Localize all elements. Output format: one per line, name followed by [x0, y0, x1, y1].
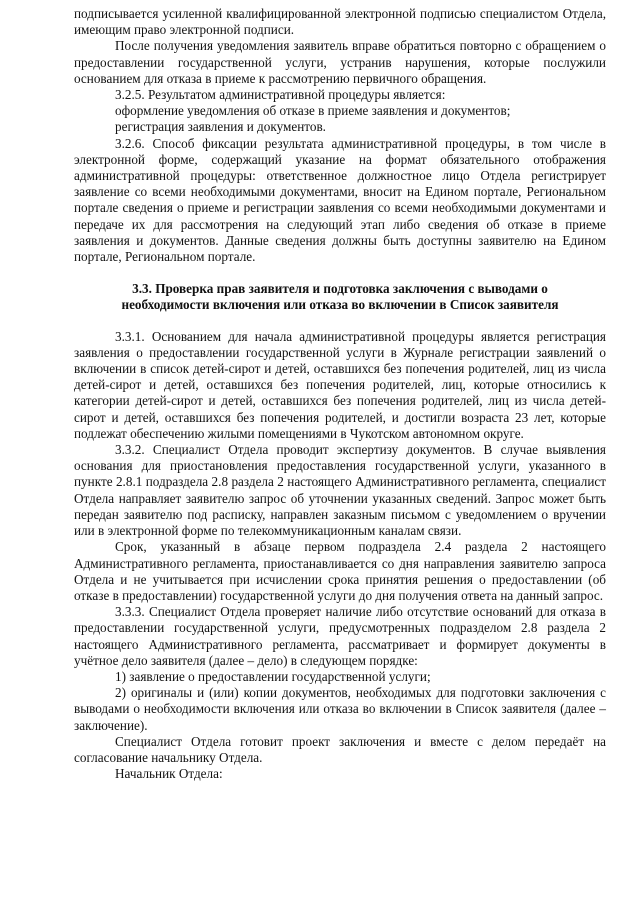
paragraph-draft-conclusion: Специалист Отдела готовит проект заключения и вместе с делом передаёт на согласование начальнику Отдела. — [74, 733, 606, 765]
section-heading-3-3 — [74, 281, 606, 313]
section-heading-line-1: 3.3. Проверка прав заявителя и подготовка заключения с выводами о — [132, 281, 548, 297]
paragraph-term-suspension: Срок, указанный в абзаце первом подраздела 2.4 раздела 2 настоящего Административного регламента, приостанавливается со дня направления заявителю запроса Отдела и не учитывается при исчислении срока принятия решения о предоставлении (об отказе в предоставлении) государственной услуги до дня получения ответа на данный запрос. — [74, 539, 606, 603]
list-item-registration: регистрация заявления и документов. — [115, 119, 326, 135]
paragraph-continuation: подписывается усиленной квалифицированной электронной подписью специалистом Отдела, имеющим право электронной подписи. — [74, 6, 606, 38]
paragraph-3-3-1: 3.3.1. Основанием для начала административной процедуры является регистрация заявления о предоставлении государственной услуги в Журнале регистрации заявлений о включении в список детей-сирот и детей, оставшихся без попечения родителей, лиц из числа детей-сирот и детей, оставшихся без попечения родителей, лиц, которые относились к категории детей-сирот и детей, оставшихся без попечения родителей, лиц из числа детей-сирот и детей, оставшихся без попечения родителей, и достигли возраста 23 лет, которые подлежат обеспечению жилыми помещениями в Чукотском автономном округе. — [74, 328, 606, 441]
section-heading-line-2: необходимости включения или отказа во включении в Список заявителя — [121, 297, 559, 313]
paragraph-3-3-2: 3.3.2. Специалист Отдела проводит экспертизу документов. В случае выявления основания для приостановления предоставления государственной услуги, указанного в пункте 2.8.1 подраздела 2.8 раздела 2 настоящего Административного регламента, специалист Отдела направляет заявителю запрос об уточнении указанных сведений. Запрос может быть передан заявителю под расписку, направлен заказным письмом с уведомлением о вручении или в электронной форме по телекоммуникационным каналам связи. — [74, 442, 606, 539]
paragraph-department-head: Начальник Отдела: — [115, 766, 223, 782]
paragraph-repeat-request: После получения уведомления заявитель вправе обратиться повторно с обращением о предоставлении государственной услуги, устранив нарушения, которые послужили основанием для отказа в приеме к рассмотрению первичного обращения. — [74, 38, 606, 86]
paragraph-3-2-6: 3.2.6. Способ фиксации результата административной процедуры, в том числе в электронной форме, содержащий указание на формат обязательного отображения административной процедуры: ответственное должностное лицо Отдела регистрирует заявление со всеми необходимыми документами, вносит на Едином портале, Региональном портале сведения о приеме и регистрации заявления со всеми необходимыми документами и передаче их для рассмотрения на следующий этап либо сведения об отказе в приеме заявления и документов. Данные сведения должны быть доступны заявителю на Едином портале, Региональном портале. — [74, 135, 606, 265]
paragraph-3-3-3: 3.3.3. Специалист Отдела проверяет наличие либо отсутствие оснований для отказа в предоставлении государственной услуги, предусмотренных подразделом 2.8 раздела 2 настоящего Административного регламента, рассматривает и формирует документы в учётное дело заявителя (далее – дело) в следующем порядке: — [74, 604, 606, 668]
list-item-application: 1) заявление о предоставлении государственной услуги; — [115, 668, 431, 684]
list-item-refusal-notice: оформление уведомления об отказе в приеме заявления и документов; — [115, 103, 511, 119]
paragraph-3-2-5: 3.2.5. Результатом административной процедуры является: — [115, 87, 446, 103]
list-item-documents: 2) оригиналы и (или) копии документов, необходимых для подготовки заключения с выводами о необходимости включения или отказа во включении в Список заявителя (далее – заключение). — [74, 685, 606, 733]
